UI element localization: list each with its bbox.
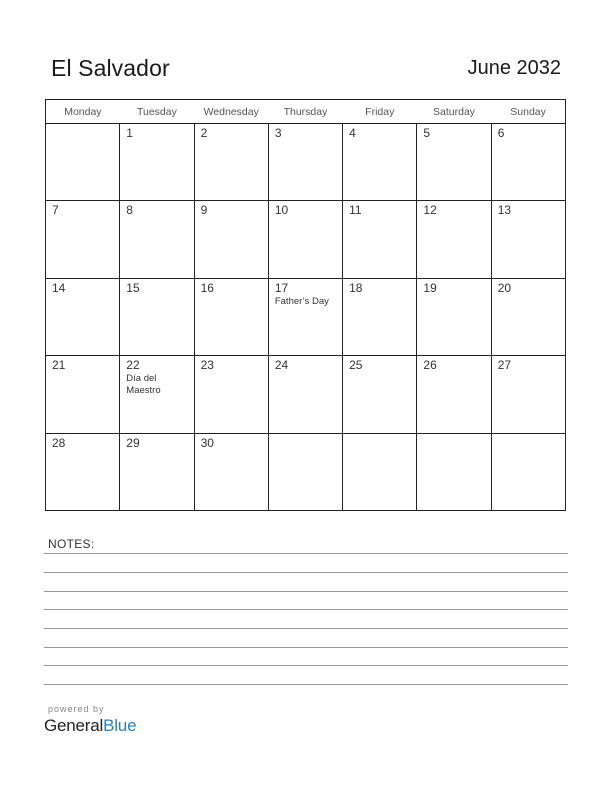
week-row — [46, 356, 566, 433]
day-cell — [120, 278, 194, 355]
day-cell — [194, 356, 268, 433]
day-cell — [343, 356, 417, 433]
day-number: 14 — [52, 280, 66, 295]
brand-general-text: General — [44, 716, 104, 735]
day-cell — [194, 433, 268, 510]
week-row — [46, 278, 566, 355]
day-number: 9 — [200, 203, 208, 218]
note-line[interactable] — [44, 647, 568, 648]
day-number: 4 — [349, 126, 356, 140]
day-cell — [491, 124, 565, 201]
day-number: 1 — [126, 126, 133, 140]
day-number: 5 — [423, 126, 431, 140]
month-title: June 2032 — [467, 57, 561, 79]
weekday-header: Saturday — [417, 100, 491, 124]
day-number: 11 — [349, 203, 362, 218]
weekday-header: Wednesday — [194, 100, 268, 124]
day-number: 12 — [423, 203, 437, 218]
day-cell — [194, 278, 268, 355]
day-cell — [120, 356, 194, 433]
week-row — [46, 201, 566, 278]
day-cell — [120, 124, 194, 201]
day-number: 7 — [52, 203, 59, 218]
day-cell — [491, 201, 565, 278]
day-number — [269, 434, 342, 437]
day-cell — [343, 124, 417, 201]
note-line[interactable] — [44, 591, 568, 592]
day-number: 6 — [497, 126, 505, 140]
day-number: 22 — [126, 358, 140, 373]
day-cell — [343, 201, 417, 278]
country-title: El Salvador — [51, 55, 170, 81]
note-line[interactable] — [44, 572, 568, 573]
day-number: 27 — [497, 358, 512, 373]
day-number: 17 — [274, 280, 289, 295]
day-number: 23 — [200, 358, 214, 373]
day-cell — [120, 433, 194, 510]
brand-blue-text: Blue — [103, 716, 137, 735]
note-line[interactable] — [44, 609, 568, 610]
day-cell — [268, 433, 342, 510]
weekday-header: Monday — [46, 100, 120, 124]
day-number: 2 — [200, 126, 208, 140]
day-cell — [491, 356, 565, 433]
day-number: 19 — [423, 280, 437, 295]
day-number: 10 — [274, 203, 289, 218]
note-line[interactable] — [44, 628, 568, 629]
holiday-label: Father’s Day — [274, 295, 329, 307]
weekday-header: Sunday — [491, 100, 565, 124]
day-number — [343, 434, 416, 437]
day-cell — [194, 124, 268, 201]
day-cell — [268, 201, 342, 278]
weekday-header: Thursday — [268, 100, 342, 124]
day-cell — [417, 356, 491, 433]
week-row — [46, 124, 566, 201]
day-cell — [46, 278, 120, 355]
holiday-label: Día del Maestro — [126, 373, 161, 397]
day-cell — [343, 278, 417, 355]
note-line[interactable] — [44, 553, 568, 554]
day-cell — [46, 433, 120, 510]
day-cell — [268, 278, 342, 355]
day-cell — [417, 201, 491, 278]
day-number: 18 — [349, 280, 363, 295]
calendar-grid — [45, 99, 566, 511]
day-cell — [417, 278, 491, 355]
day-number: 28 — [52, 435, 66, 450]
day-number: 24 — [274, 358, 289, 373]
day-number: 25 — [349, 358, 363, 373]
day-cell — [343, 433, 417, 510]
day-cell — [491, 278, 565, 355]
day-number — [417, 434, 490, 437]
weekday-header: Tuesday — [120, 100, 194, 124]
day-number: 8 — [126, 203, 133, 218]
day-cell — [120, 201, 194, 278]
weekday-header: Friday — [343, 100, 417, 124]
day-number — [46, 124, 119, 127]
day-cell — [268, 124, 342, 201]
day-number: 30 — [200, 435, 214, 450]
day-number: 13 — [497, 203, 512, 218]
day-cell — [194, 201, 268, 278]
note-line[interactable] — [44, 684, 568, 685]
day-number: 15 — [126, 280, 140, 295]
day-cell — [46, 201, 120, 278]
day-number: 26 — [423, 358, 437, 373]
generalblue-logo[interactable] — [44, 716, 136, 736]
day-cell — [46, 124, 120, 201]
week-row — [46, 433, 566, 510]
day-number: 29 — [126, 435, 140, 450]
day-number: 3 — [274, 126, 282, 140]
notes-label: NOTES: — [48, 537, 95, 551]
day-number: 16 — [200, 280, 214, 295]
day-cell — [491, 433, 565, 510]
day-cell — [417, 124, 491, 201]
day-number: 21 — [52, 358, 66, 373]
day-number — [492, 434, 565, 437]
note-line[interactable] — [44, 665, 568, 666]
day-number: 20 — [497, 280, 512, 295]
day-cell — [268, 356, 342, 433]
powered-by-text: powered by — [48, 704, 105, 714]
day-cell — [417, 433, 491, 510]
weekday-header-row — [46, 100, 566, 124]
day-cell — [46, 356, 120, 433]
